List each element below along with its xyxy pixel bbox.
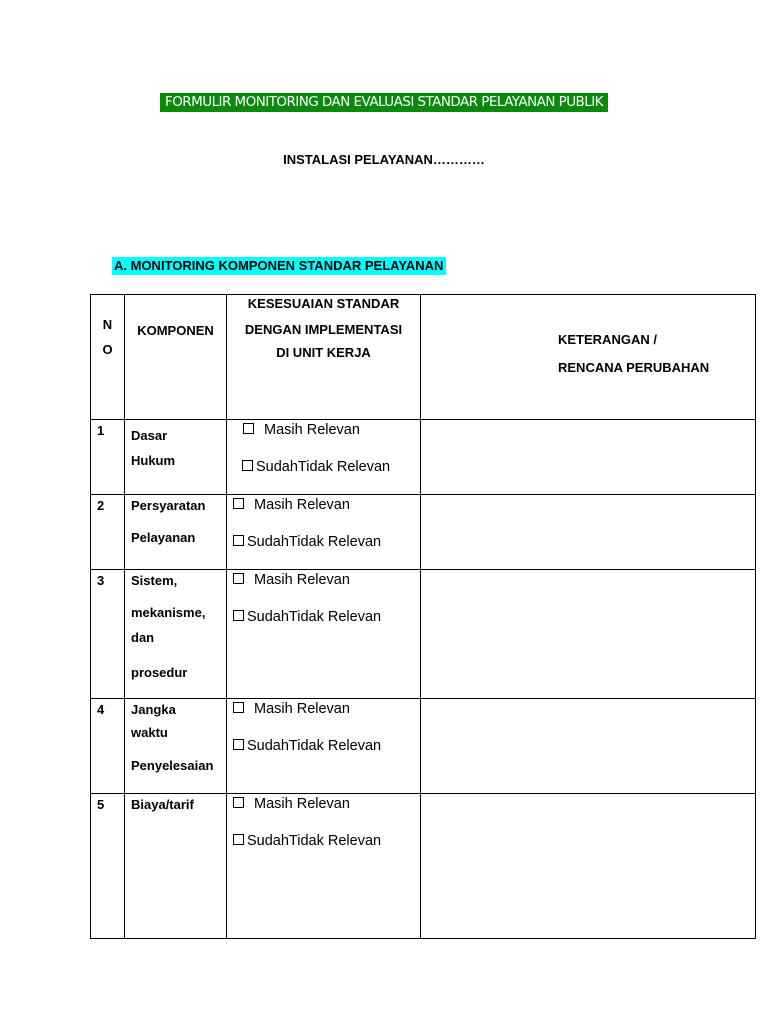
checkbox-icon[interactable] — [233, 498, 244, 509]
header-komponen — [125, 295, 227, 420]
header-kesesuaian-line3: DI UNIT KERJA — [276, 345, 371, 360]
header-keterangan-line1: KETERANGAN / — [558, 332, 657, 347]
header-no-line2: O — [102, 342, 113, 357]
option-sudah-tidak-relevan[interactable] — [233, 831, 420, 868]
komponen-line: Biaya/tarif — [131, 797, 194, 812]
komponen-line: waktu — [131, 725, 168, 740]
header-kesesuaian-line1: KESESUAIAN STANDAR — [247, 296, 400, 311]
row-komponen — [125, 420, 227, 495]
table-row — [91, 699, 756, 794]
table-row — [91, 495, 756, 570]
option-masih-relevan[interactable] — [233, 699, 420, 736]
row-keterangan[interactable] — [421, 495, 756, 570]
komponen-line: Hukum — [131, 453, 176, 468]
option-label: SudahTidak Relevan — [247, 738, 382, 754]
checkbox-icon[interactable] — [233, 610, 244, 621]
row-number: 4 — [91, 699, 125, 794]
checkbox-icon[interactable] — [233, 535, 244, 546]
row-keterangan[interactable] — [421, 699, 756, 794]
option-label: Masih Relevan — [254, 572, 350, 588]
row-options — [227, 699, 421, 794]
option-label: Masih Relevan — [264, 422, 360, 438]
option-label: SudahTidak Relevan — [256, 459, 391, 475]
option-masih-relevan[interactable] — [233, 570, 420, 607]
komponen-line: Persyaratan — [131, 498, 206, 513]
option-label: SudahTidak Relevan — [247, 833, 382, 849]
komponen-line: Pelayanan — [131, 530, 196, 545]
table-header-row — [91, 295, 756, 420]
header-kesesuaian-line2: DENGAN IMPLEMENTASI — [244, 322, 403, 337]
row-komponen — [125, 794, 227, 939]
row-number: 3 — [91, 570, 125, 699]
header-no — [91, 295, 125, 420]
option-sudah-tidak-relevan[interactable] — [233, 736, 420, 773]
option-label: Masih Relevan — [254, 796, 350, 812]
option-label: SudahTidak Relevan — [247, 534, 382, 550]
row-komponen — [125, 570, 227, 699]
row-keterangan[interactable] — [421, 570, 756, 699]
row-number: 1 — [91, 420, 125, 495]
row-komponen — [125, 495, 227, 570]
checkbox-icon[interactable] — [243, 423, 254, 434]
row-komponen — [125, 699, 227, 794]
option-label: Masih Relevan — [254, 497, 350, 513]
checkbox-icon[interactable] — [233, 573, 244, 584]
komponen-line: Sistem, — [131, 573, 178, 588]
checkbox-icon[interactable] — [233, 702, 244, 713]
komponen-line: Dasar — [131, 428, 168, 443]
komponen-line: prosedur — [131, 665, 188, 680]
monitoring-table — [90, 294, 756, 939]
form-subtitle: INSTALASI PELAYANAN………… — [283, 152, 485, 167]
section-heading: A. MONITORING KOMPONEN STANDAR PELAYANAN — [112, 257, 446, 275]
table-row — [91, 420, 756, 495]
option-label: Masih Relevan — [254, 701, 350, 717]
komponen-line: mekanisme, — [131, 605, 206, 620]
form-title: FORMULIR MONITORING DAN EVALUASI STANDAR PELAYANAN PUBLIK — [160, 93, 608, 112]
row-options — [227, 495, 421, 570]
row-options — [227, 570, 421, 699]
row-keterangan[interactable] — [421, 794, 756, 939]
header-keterangan — [421, 295, 756, 420]
checkbox-icon[interactable] — [242, 460, 253, 471]
header-no-line1: N — [102, 317, 113, 332]
row-keterangan[interactable] — [421, 420, 756, 495]
option-sudah-tidak-relevan[interactable] — [233, 532, 420, 569]
header-keterangan-line2: RENCANA PERUBAHAN — [558, 360, 710, 375]
option-label: SudahTidak Relevan — [247, 609, 382, 625]
checkbox-icon[interactable] — [233, 797, 244, 808]
komponen-line: dan — [131, 630, 155, 645]
table-row — [91, 570, 756, 699]
komponen-line: Penyelesaian — [131, 758, 214, 773]
row-options — [227, 794, 421, 939]
option-masih-relevan[interactable] — [233, 495, 420, 532]
checkbox-icon[interactable] — [233, 834, 244, 845]
checkbox-icon[interactable] — [233, 739, 244, 750]
header-kesesuaian — [227, 295, 421, 420]
row-number: 2 — [91, 495, 125, 570]
header-komponen-label: KOMPONEN — [137, 323, 214, 338]
row-number: 5 — [91, 794, 125, 939]
option-sudah-tidak-relevan[interactable] — [242, 457, 420, 494]
table-row — [91, 794, 756, 939]
option-masih-relevan[interactable] — [233, 794, 420, 831]
row-options — [227, 420, 421, 495]
option-masih-relevan[interactable] — [243, 420, 420, 457]
option-sudah-tidak-relevan[interactable] — [233, 607, 420, 644]
komponen-line: Jangka — [131, 702, 176, 717]
